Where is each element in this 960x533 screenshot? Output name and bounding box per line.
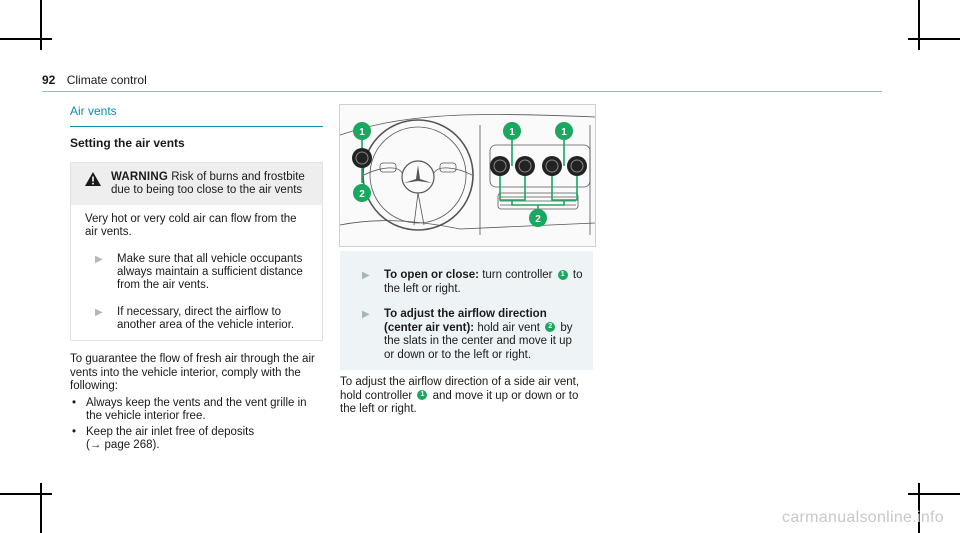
right-column xyxy=(340,251,593,417)
section-subtitle: Setting the air vents xyxy=(70,136,185,150)
step-arrow-icon: ▶ xyxy=(362,309,370,320)
instruction-step xyxy=(340,251,593,300)
warning-step-text: If necessary, direct the airflow to another area of the vehicle interior. xyxy=(117,306,295,331)
crop-mark xyxy=(40,483,42,533)
callout-number: 1 xyxy=(509,127,515,138)
crop-mark xyxy=(908,493,960,495)
air-vents-illustration xyxy=(339,104,596,247)
bullet-icon: • xyxy=(72,396,77,409)
warning-box xyxy=(70,162,323,341)
intro-paragraph: To guarantee the flow of fresh air through the air vents into the vehicle interior, comply with the following: xyxy=(70,353,315,392)
crop-mark xyxy=(0,493,52,495)
note-text: To adjust the airflow direction of a side air vent, hold controller xyxy=(340,376,580,402)
callout-number: 1 xyxy=(561,127,567,138)
instruction-step xyxy=(340,300,593,370)
page-reference-link[interactable]: (→ page 268). xyxy=(86,439,160,451)
note-text: and move it up or down or to the left or right. xyxy=(340,389,579,415)
side-vent-note xyxy=(340,376,593,417)
callout-number: 2 xyxy=(359,189,365,200)
side-vent xyxy=(352,148,372,168)
warning-step-text: Make sure that all vehicle occupants always maintain a sufficient distance from the air vents. xyxy=(117,253,303,291)
callout-badge-icon: 1 xyxy=(558,270,568,280)
warning-body xyxy=(71,205,322,340)
step-arrow-icon: ▶ xyxy=(95,254,103,265)
step-label: To open or close: xyxy=(384,269,479,281)
section-divider xyxy=(70,126,323,127)
step-text: by the slats in the center and move it up or down or to the left or right. xyxy=(384,321,573,361)
warning-headline xyxy=(111,171,312,197)
crop-mark xyxy=(918,0,920,50)
warning-label: WARNING xyxy=(111,171,168,183)
page-number: 92 xyxy=(42,73,56,87)
warning-headline-text: Risk of burns and frostbite due to being too close to the air vents xyxy=(111,171,305,196)
warning-triangle-icon xyxy=(85,172,101,186)
watermark: carmanualsonline.info xyxy=(782,509,944,526)
step-text: turn controller xyxy=(482,269,553,281)
crop-mark xyxy=(0,38,52,40)
warning-step xyxy=(85,306,312,332)
list-item xyxy=(70,397,323,424)
warning-text: Very hot or very cold air can flow from the air vents. xyxy=(85,213,297,238)
warning-header xyxy=(71,163,322,205)
callout-number: 1 xyxy=(359,127,365,138)
crop-mark xyxy=(908,38,960,40)
callout-badge-icon: 1 xyxy=(417,390,427,400)
step-text: to the left or right. xyxy=(384,269,583,295)
step-text: hold air vent xyxy=(477,321,540,334)
bullet-text: Always keep the vents and the vent grille in the vehicle interior free. xyxy=(86,396,307,422)
bullet-text: Keep the air inlet free of deposits xyxy=(86,425,255,438)
callout-badge-icon: 2 xyxy=(545,322,555,332)
chapter-title: Climate control xyxy=(66,73,147,87)
step-arrow-icon: ▶ xyxy=(362,270,370,281)
list-item xyxy=(70,426,323,453)
crop-mark xyxy=(40,0,42,50)
section-title: Air vents xyxy=(70,104,117,118)
bullet-list xyxy=(70,397,323,453)
dashboard-drawing xyxy=(340,105,595,246)
bullet-icon: • xyxy=(72,425,77,438)
warning-step xyxy=(85,253,312,292)
callout-number: 2 xyxy=(535,214,541,225)
step-arrow-icon: ▶ xyxy=(95,307,103,318)
page-header xyxy=(42,73,147,87)
step-label: To adjust the airflow direction (center air vent): xyxy=(384,308,547,334)
left-column xyxy=(70,104,323,453)
header-divider xyxy=(42,91,882,92)
